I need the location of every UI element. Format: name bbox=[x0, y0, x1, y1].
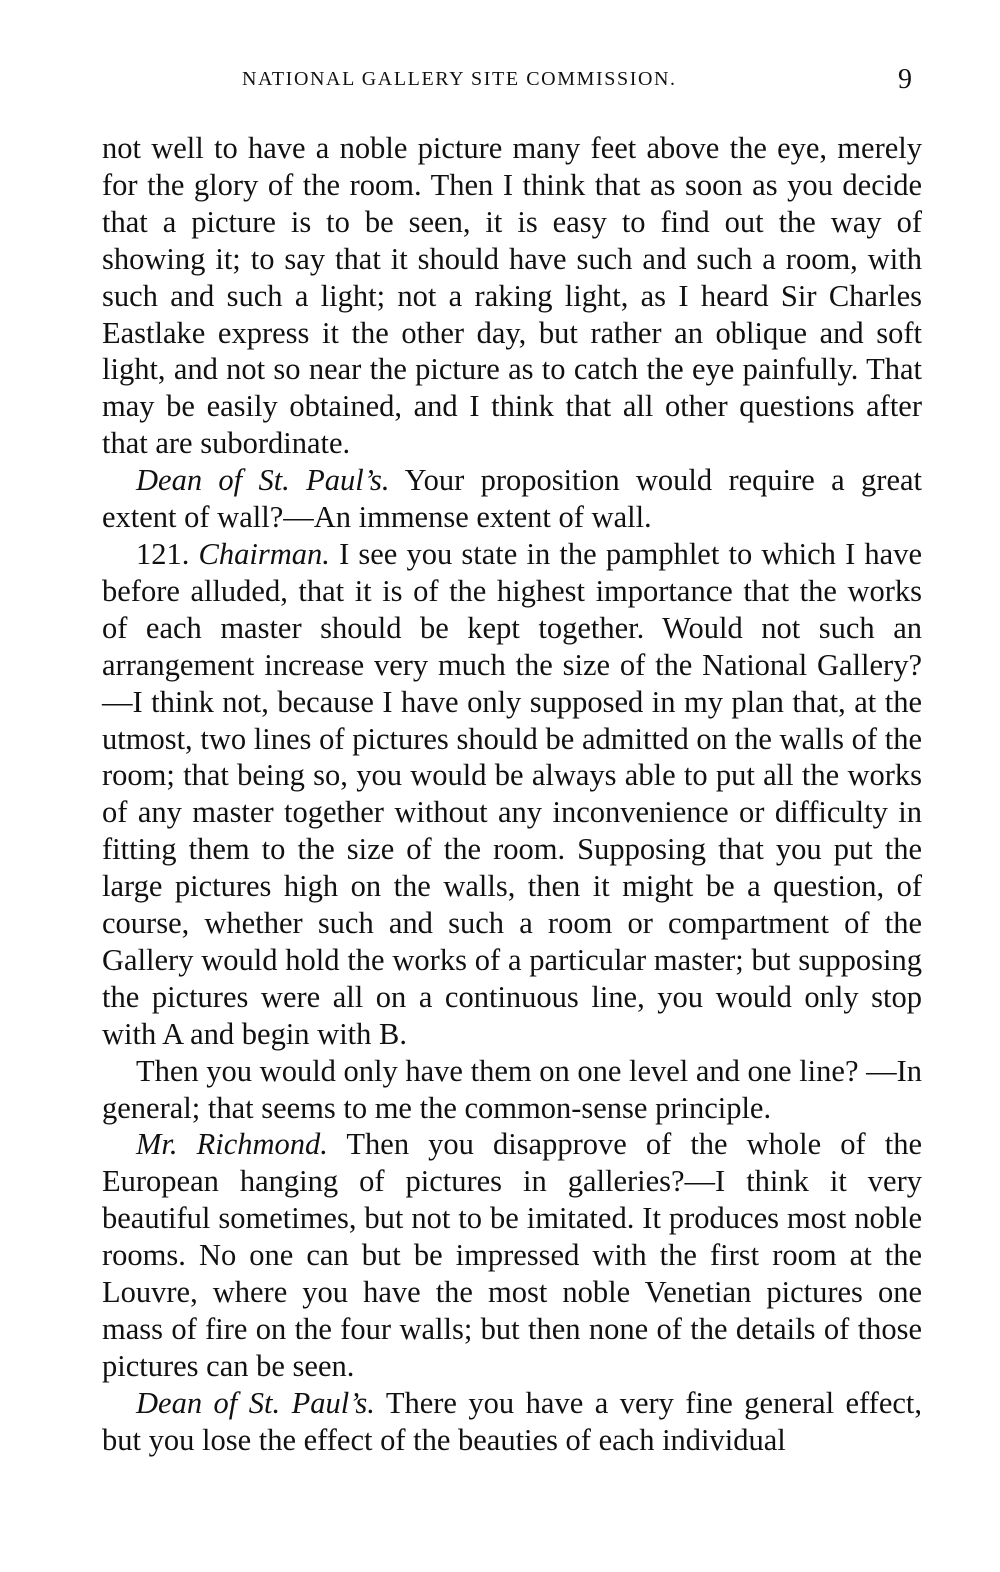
paragraph-text: Then you would only have them on one level and one line? —In general; that seems to me the common-sense principle. bbox=[102, 1053, 923, 1125]
paragraph-text: not well to have a noble picture many feet above the eye, merely for the glory of the room. Then I think that as soon as you decide that a picture is to be seen, it is easy to find out the way of showing it; to say that it should have such and such a room, with such and such a light; not a raking light, as I heard Sir Charles Eastlake express it the other day, but rather an oblique and soft light, and not so near the picture as to catch the eye painfully. That may be easily obtained, and I think that all other questions after that are subordinate. bbox=[102, 131, 922, 461]
paragraph-dean-remark bbox=[102, 1385, 922, 1459]
paragraph-question-121 bbox=[102, 536, 922, 1053]
paragraph-text: Your proposition would require a great extent of wall?—An immense extent of wall. bbox=[102, 463, 922, 535]
paragraph-richmond bbox=[102, 1126, 922, 1384]
page-number: 9 bbox=[898, 64, 912, 95]
paragraph-continuation bbox=[102, 130, 922, 462]
paragraph-text: Then you disapprove of the whole of the European hanging of pictures in galleries?—I think it very beautiful sometimes, but not to be imitated. It produces most noble rooms. No one can but be impressed with the first room at the Louvre, where you have the most noble Venetian pictures one mass of fire on the four walls; but then none of the details of those pictures can be seen. bbox=[102, 1127, 922, 1383]
speaker-label: Dean of St. Paul’s. bbox=[136, 1385, 375, 1420]
paragraph-text: I see you state in the pamphlet to which I have before alluded, that it is of the highest importance that the works of each master should be kept together. Would not such an arrangement increase very much the size of the National Gallery?—I think not, because I have only supposed in my plan that, at the utmost, two lines of pictures should be admitted on the walls of the room; that being so, you would be always able to put all the works of any master together without any inconvenience or difficulty in fitting them to the size of the room. Supposing that you put the large pictures high on the walls, then it might be a question, of course, whether such and such a room or compartment of the Gallery would hold the works of a particular master; but supposing the pictures were all on a continuous line, you would only stop with A and begin with B. bbox=[102, 536, 922, 1051]
running-head bbox=[102, 64, 922, 100]
speaker-label: Mr. Richmond. bbox=[136, 1127, 328, 1162]
paragraph-dean-question bbox=[102, 462, 922, 536]
speaker-label: Chairman. bbox=[198, 536, 330, 571]
running-title: NATIONAL GALLERY SITE COMMISSION. bbox=[242, 68, 677, 90]
paragraph-followup bbox=[102, 1053, 922, 1127]
body-text bbox=[102, 130, 922, 1459]
paragraph-text: There you have a very fine general effect, but you lose the effect of the beauties of each individual bbox=[102, 1385, 922, 1457]
question-number: 121. bbox=[136, 536, 190, 571]
speaker-label: Dean of St. Paul’s. bbox=[136, 463, 390, 498]
